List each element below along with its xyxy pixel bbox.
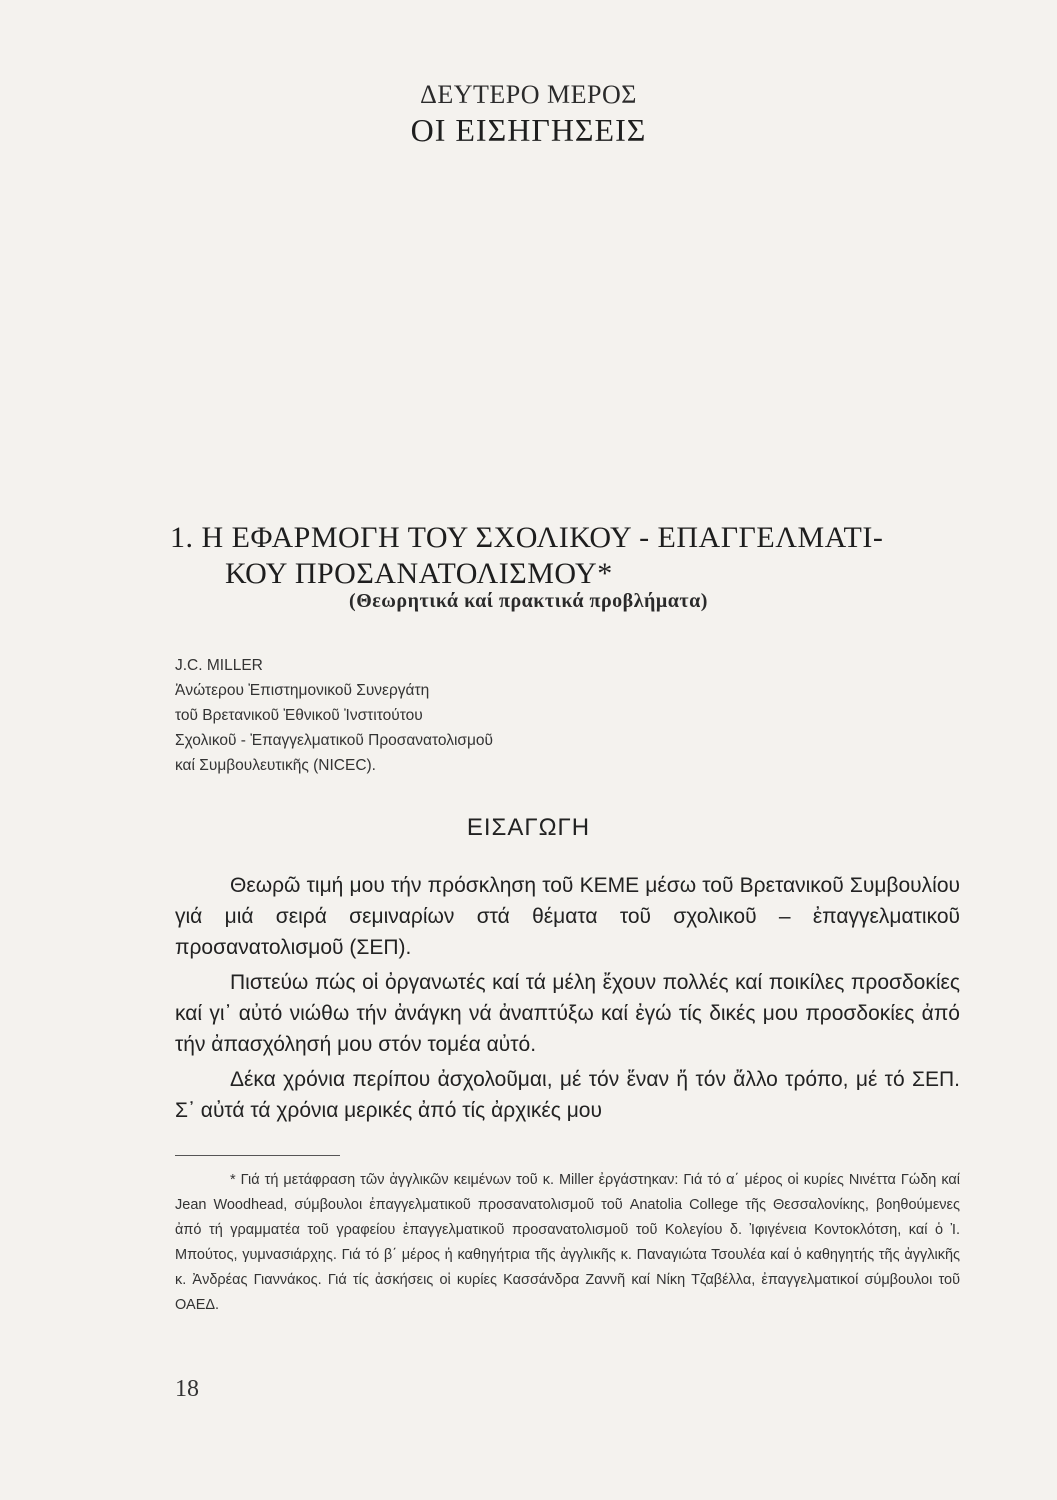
page-number: 18	[175, 1376, 199, 1402]
footnote	[175, 1168, 960, 1318]
part-subheading: ΟΙ ΕΙΣΗΓΗΣΕΙΣ	[410, 112, 647, 148]
author-name: J.C. MILLER	[175, 657, 263, 674]
author-affiliation-line: Σχολικοῦ - Ἐπαγγελματικοῦ Προσανατολισμοῦ	[175, 732, 494, 749]
chapter-title-line-2: ΚΟΥ ΠΡΟΣΑΝΑΤΟΛΙΣΜΟΥ*	[225, 557, 613, 590]
author-affiliation-line: Ἀνώτερου Ἐπιστημονικοῦ Συνεργάτη	[175, 682, 430, 699]
chapter-title	[170, 520, 1030, 592]
body-text	[175, 870, 960, 1130]
body-paragraph: Δέκα χρόνια περίπου ἀσχολοῦμαι, μέ τόν ἕναν ἤ τόν ἄλλο τρόπο, μέ τό ΣΕΠ. Σ᾽ αὐτά τά χρόνια μερικές ἀπό τίς ἀρχικές μου	[175, 1068, 960, 1122]
chapter-subtitle: (Θεωρητικά καί πρακτικά προβλήματα)	[349, 590, 708, 612]
footnote-divider	[175, 1155, 340, 1156]
author-affiliation-line: τοῦ Βρετανικοῦ Ἐθνικοῦ Ἰνστιτούτου	[175, 707, 423, 724]
part-heading: ΔΕΥΤΕΡΟ ΜΕΡΟΣ	[420, 80, 637, 109]
author-affiliation-line: καί Συμβουλευτικῆς (NICEC).	[175, 757, 376, 774]
body-paragraph: Θεωρῶ τιμή μου τήν πρόσκληση τοῦ ΚΕΜΕ μέσω τοῦ Βρετανικοῦ Συμβουλίου γιά μιά σειρά σεμιναρίων στά θέματα τοῦ σχολικοῦ – ἐπαγγελματικοῦ προσανατολισμοῦ (ΣΕΠ).	[175, 874, 960, 959]
body-paragraph: Πιστεύω πώς οἱ ὀργανωτές καί τά μέλη ἔχουν πολλές καί ποικίλες προσδοκίες καί γι᾽ αὐτό νιώθω τήν ἀνάγκη νά ἀναπτύξω καί ἐγώ τίς δικές μου προσδοκίες ἀπό τήν ἀπασχόλησή μου στόν τομέα αὐτό.	[175, 971, 960, 1056]
author-block	[175, 653, 493, 778]
section-heading: ΕΙΣΑΓΩΓΗ	[466, 814, 591, 841]
footnote-text: * Γιά τή μετάφραση τῶν ἀγγλικῶν κειμένων τοῦ κ. Miller ἐργάστηκαν: Γιά τό α΄ μέρος οἱ κυρίες Νινέττα Γώδη καί Jean Woodhead, σύμβουλοι ἐπαγγελματικοῦ προσανατολισμοῦ τοῦ Anatolia College τῆς Θεσσαλονίκης, βοηθούμενες ἀπό τή γραμματέα τοῦ γραφείου ἐπαγγελματικοῦ προσανατολισμοῦ τοῦ Κολεγίου δ. Ἰφιγένεια Κοντοκλότση, καί ὁ Ἰ. Μπούτος, γυμνασιάρχης. Γιά τό β΄ μέρος ἡ καθηγήτρια τῆς ἀγγλικῆς κ. Παναγιώτα Τσουλέα καί ὁ καθηγητής τῆς ἀγγλικῆς κ. Ἀνδρέας Γιαννάκος. Γιά τίς ἀσκήσεις οἱ κυρίες Κασσάνδρα Ζαννῆ καί Νίκη Τζαβέλλα, ἐπαγγελματικοί σύμβουλοι τοῦ ΟΑΕΔ.	[175, 1172, 960, 1313]
chapter-title-line-1: 1. Η ΕΦΑΡΜΟΓΗ ΤΟΥ ΣΧΟΛΙΚΟΥ - ΕΠΑΓΓΕΛΜΑΤΙ-	[170, 521, 884, 554]
